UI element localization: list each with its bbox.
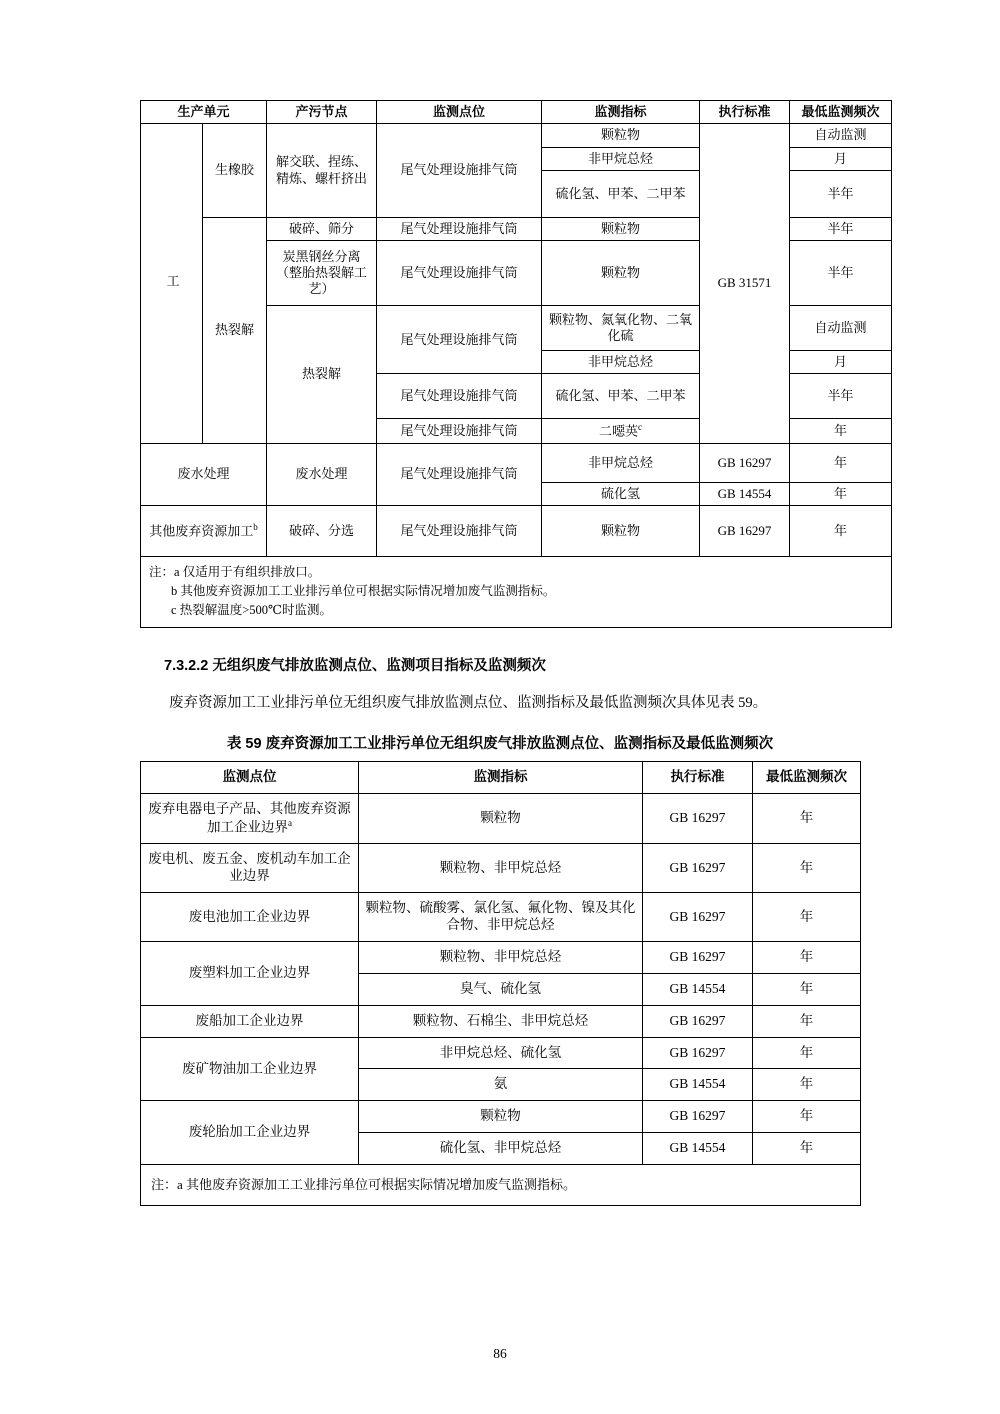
cell-index-6: 非甲烷总烃、硫化氢 [359,1037,643,1069]
note-b-text: 其他废弃资源加工工业排污单位可根据实际情况增加废气监测指标。 [180,583,556,598]
table-row [141,506,892,557]
col-header-point: 监测点位 [377,101,542,124]
cell-point-1: 废电机、废五金、废机动车加工企业边界 [141,844,359,893]
table-header-row [141,762,861,794]
cell-index-3: 颗粒物 [542,217,700,240]
cell-index-5: 颗粒物、氮氧化物、二氧化硫 [542,306,700,351]
cell-standard-8: GB 16297 [643,1101,753,1133]
point-text: 废弃电器电子产品、其他废弃资源加工企业边界 [148,801,351,835]
note-c [149,601,883,620]
note-a-label: 注：a [149,565,180,580]
cell-freq-6: 年 [753,1037,861,1069]
note-c-text: 热裂解温度>500℃时监测。 [179,602,332,617]
cell-point-5: 尾气处理设施排气筒 [377,306,542,374]
cell-standard-11: GB 16297 [700,506,790,557]
cell-point-8: 尾气处理设施排气筒 [377,419,542,444]
cell-freq-2: 年 [753,893,861,942]
cell-index-8 [542,419,700,444]
table-58-notes [141,557,892,628]
unit-gong-label: 工 [164,274,180,289]
cell-node-4: 炭黑钢丝分离（整胎热裂解工艺） [267,241,377,306]
cell-standard-10: GB 14554 [700,482,790,505]
cell-freq-3: 年 [753,941,861,973]
cell-index-2: 硫化氢、甲苯、二甲苯 [542,170,700,217]
cell-freq-5: 年 [753,1005,861,1037]
col-header-frequency: 最低监测频次 [790,101,892,124]
cell-freq-5: 自动监测 [790,306,892,351]
cell-standard-7: GB 14554 [643,1069,753,1101]
cell-index-7: 氨 [359,1069,643,1101]
note-c-label: c [171,602,177,617]
cell-point-7: 尾气处理设施排气筒 [377,374,542,419]
footnote-marker-b: b [253,522,258,533]
cell-standard-9: GB 14554 [643,1133,753,1165]
cell-freq-4: 半年 [790,241,892,306]
cell-freq-0: 自动监测 [790,124,892,147]
table-58 [140,100,892,628]
cell-point-11: 尾气处理设施排气筒 [377,506,542,557]
cell-freq-9: 年 [790,443,892,482]
cell-standard-0: GB 16297 [643,794,753,844]
cell-unit-other [141,506,267,557]
table-row [141,1037,861,1069]
cell-standard-3: GB 16297 [643,941,753,973]
note-a [149,563,883,582]
table-row [141,844,861,893]
cell-standard-6: GB 16297 [643,1037,753,1069]
cell-index-1: 非甲烷总烃 [542,147,700,170]
table-notes-row [141,557,892,628]
cell-freq-8: 年 [753,1101,861,1133]
cell-unit-raw-rubber: 生橡胶 [203,124,267,218]
cell-node-9: 废水处理 [267,443,377,505]
table-59-note: 注：a 其他废弃资源加工工业排污单位可根据实际情况增加废气监测指标。 [141,1165,861,1206]
note-a-text: 仅适用于有组织排放口。 [182,565,321,580]
cell-unit-gong [141,124,203,444]
cell-index-6: 非甲烷总烃 [542,351,700,374]
cell-point-2: 废电池加工企业边界 [141,893,359,942]
col-header-standard: 执行标准 [643,762,753,794]
footnote-marker-c: c [638,422,643,433]
table-59 [140,761,861,1205]
cell-point-9: 尾气处理设施排气筒 [377,443,542,505]
cell-point-5: 废船加工企业边界 [141,1005,359,1037]
note-b-label: b [171,583,178,598]
col-header-index: 监测指标 [359,762,643,794]
col-header-standard: 执行标准 [700,101,790,124]
cell-index-4: 颗粒物 [542,241,700,306]
cell-freq-9: 年 [753,1133,861,1165]
footnote-marker-a: a [288,818,292,829]
cell-index-3: 颗粒物、非甲烷总烃 [359,941,643,973]
table-header-row [141,101,892,124]
cell-standard-5: GB 16297 [643,1005,753,1037]
cell-standard-1: GB 16297 [643,844,753,893]
cell-standard-gb31571: GB 31571 [700,124,790,444]
cell-index-10: 硫化氢 [542,482,700,505]
col-header-point: 监测点位 [141,762,359,794]
cell-index-7: 硫化氢、甲苯、二甲苯 [542,374,700,419]
cell-unit-wastewater: 废水处理 [141,443,267,505]
cell-freq-0: 年 [753,794,861,844]
unit-other-label: 其他废弃资源加工 [149,523,254,539]
cell-index-11: 颗粒物 [542,506,700,557]
col-header-production-unit: 生产单元 [141,101,267,124]
cell-freq-1: 年 [753,844,861,893]
cell-index-4: 臭气、硫化氢 [359,973,643,1005]
cell-standard-4: GB 14554 [643,973,753,1005]
table-row [141,1005,861,1037]
cell-point-8: 废轮胎加工企业边界 [141,1101,359,1165]
note-b [149,582,883,601]
cell-index-1: 颗粒物、非甲烷总烃 [359,844,643,893]
cell-freq-7: 年 [753,1069,861,1101]
cell-point-3: 尾气处理设施排气筒 [377,217,542,240]
cell-point-0 [141,794,359,844]
cell-index-8: 颗粒物 [359,1101,643,1133]
cell-freq-1: 月 [790,147,892,170]
col-header-index: 监测指标 [542,101,700,124]
cell-freq-6: 月 [790,351,892,374]
cell-point-4: 尾气处理设施排气筒 [377,241,542,306]
section-paragraph: 废弃资源加工工业排污单位无组织废气排放监测点位、监测指标及最低监测频次具体见表 59。 [169,695,768,712]
cell-index-0: 颗粒物 [359,794,643,844]
cell-index-9: 硫化氢、非甲烷总烃 [359,1133,643,1165]
col-header-node: 产污节点 [267,101,377,124]
table-row [141,1101,861,1133]
cell-freq-8: 年 [790,419,892,444]
cell-freq-11: 年 [790,506,892,557]
cell-freq-4: 年 [753,973,861,1005]
table-row [141,941,861,973]
cell-freq-10: 年 [790,482,892,505]
cell-point-0: 尾气处理设施排气筒 [377,124,542,218]
table-notes-row [141,1165,861,1206]
cell-index-9: 非甲烷总烃 [542,443,700,482]
cell-standard-2: GB 16297 [643,893,753,942]
cell-node-pyrolysis: 热裂解 [267,306,377,444]
cell-freq-2: 半年 [790,170,892,217]
cell-node-3: 破碎、筛分 [267,217,377,240]
table-row [141,893,861,942]
cell-point-6: 废矿物油加工企业边界 [141,1037,359,1101]
cell-freq-7: 半年 [790,374,892,419]
cell-index-0: 颗粒物 [542,124,700,147]
cell-point-3: 废塑料加工企业边界 [141,941,359,1005]
cell-index-2: 颗粒物、硫酸雾、氯化氢、氟化物、镍及其化合物、非甲烷总烃 [359,893,643,942]
cell-index-5: 颗粒物、石棉尘、非甲烷总烃 [359,1005,643,1037]
table-59-title: 表 59 废弃资源加工工业排污单位无组织废气排放监测点位、监测指标及最低监测频次 [226,736,774,753]
cell-freq-3: 半年 [790,217,892,240]
cell-standard-9: GB 16297 [700,443,790,482]
cell-unit-pyrolysis: 热裂解 [203,217,267,443]
table-row [141,794,861,844]
cell-node-0: 解交联、捏练、精炼、螺杆挤出 [267,124,377,218]
cell-node-11: 破碎、分选 [267,506,377,557]
index-text: 二噁英 [599,423,639,439]
col-header-frequency: 最低监测频次 [753,762,861,794]
table-row [141,443,892,482]
section-heading: 7.3.2.2 无组织废气排放监测点位、监测项目指标及监测频次 [164,658,546,675]
table-row [141,124,892,147]
page-number: 86 [493,1346,507,1361]
